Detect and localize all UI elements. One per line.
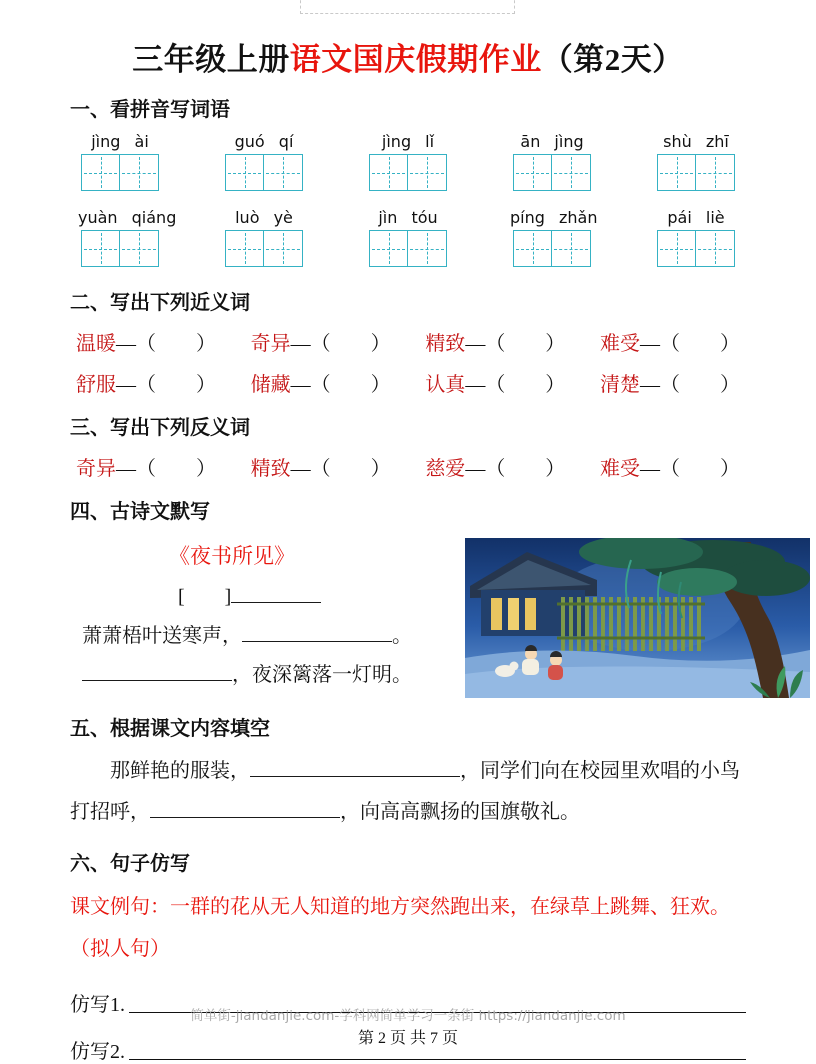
section6-heading: 六、句子仿写	[70, 853, 190, 875]
writing-grid	[657, 154, 735, 191]
pinyin-word-block	[222, 132, 306, 196]
footer-page-number: 第 2 页 共 7 页	[357, 1030, 458, 1047]
writing-cell	[408, 230, 447, 267]
writing-cell	[120, 154, 159, 191]
writing-cell	[552, 154, 591, 191]
pinyin-word-block	[654, 132, 738, 196]
writing-cell	[225, 230, 264, 267]
fill-text-2: ，同学们向在校园里欢唱的小鸟打招呼，	[70, 760, 740, 823]
synonym-item	[251, 368, 391, 397]
title-prefix: 三年级上册	[132, 42, 290, 77]
writing-grid	[369, 230, 447, 267]
synonym-item	[600, 327, 740, 356]
antonym-word: 难受	[599, 458, 640, 480]
synonym-row-1	[70, 327, 746, 356]
synonym-word: 认真	[425, 374, 466, 396]
pinyin-label: guó qí	[234, 132, 294, 151]
synonym-word: 温暖	[76, 333, 116, 355]
synonym-item	[600, 368, 740, 397]
fill-text-1: 那鲜艳的服装，	[110, 760, 250, 782]
pinyin-word-block	[222, 208, 306, 272]
writing-cell	[264, 154, 303, 191]
fill-text-3: ，向高高飘扬的国旗敬礼。	[340, 801, 580, 823]
synonym-row-2	[70, 368, 746, 397]
example-sentence: 课文例句：一群的花从无人知道的地方突然跑出来，在绿草上跳舞、狂欢。（拟人句）	[70, 896, 730, 960]
poem-section	[70, 534, 810, 698]
antonym-item	[425, 452, 565, 481]
synonym-item	[76, 327, 216, 356]
pinyin-word-block	[78, 132, 162, 196]
antonym-word: 慈爱	[425, 458, 466, 480]
poem-line-1-period: 。	[392, 625, 412, 647]
pinyin-label: jìng ài	[91, 132, 149, 151]
section1-heading: 一、看拼音写词语	[70, 99, 230, 121]
answer-blank: —（ ）	[465, 458, 566, 480]
fill-in-paragraph	[70, 751, 746, 833]
title-suffix: （第2天）	[541, 42, 684, 77]
pinyin-label: shù zhī	[663, 132, 729, 151]
footer-site-text: 简单街-jiandanjie.com-学科网简单学习一条街 https://jiandanjie.com	[190, 1008, 626, 1024]
pinyin-row-2	[70, 208, 746, 272]
antonym-item	[251, 452, 391, 481]
answer-blank: —（ ）	[116, 333, 216, 355]
author-bracket: [ ]	[178, 586, 232, 608]
writing-grid	[225, 230, 303, 267]
synonym-item	[425, 327, 565, 356]
writing-cell	[264, 230, 303, 267]
imitation-label-1: 仿写1.	[70, 994, 125, 1016]
fill-blank-2	[150, 815, 340, 818]
answer-blank: —（ ）	[290, 374, 391, 396]
section5-heading: 五、根据课文内容填空	[70, 718, 270, 740]
page-title	[70, 34, 746, 79]
pinyin-label: jìn tóu	[378, 208, 438, 227]
answer-blank: —（ ）	[465, 374, 566, 396]
synonym-item	[76, 368, 216, 397]
pinyin-word-block	[510, 132, 594, 196]
writing-grid	[369, 154, 447, 191]
synonym-word: 储藏	[250, 374, 291, 396]
pinyin-label: yuàn qiáng	[78, 208, 177, 227]
poem-line-2-blank	[82, 678, 232, 681]
synonym-item	[251, 327, 391, 356]
pinyin-label: píng zhǎn	[510, 208, 598, 227]
writing-grid	[513, 154, 591, 191]
pinyin-label: jìng lǐ	[381, 132, 435, 151]
pinyin-label: pái liè	[667, 208, 725, 227]
writing-cell	[657, 230, 696, 267]
writing-grid	[657, 230, 735, 267]
imitation-blank-2	[129, 1059, 746, 1060]
writing-cell	[120, 230, 159, 267]
writing-grid	[225, 154, 303, 191]
synonym-word: 难受	[599, 333, 640, 355]
synonym-word: 清楚	[599, 374, 640, 396]
poem-line-1-text: 萧萧梧叶送寒声，	[82, 625, 242, 647]
pinyin-word-block	[78, 208, 177, 272]
poem-line-2-text: ，夜深篱落一灯明。	[232, 664, 412, 686]
title-highlight: 语文国庆假期作业	[289, 42, 542, 77]
pinyin-word-block	[366, 208, 450, 272]
answer-blank: —（ ）	[116, 458, 216, 480]
answer-blank: —（ ）	[116, 374, 216, 396]
top-dashed-box	[300, 0, 515, 14]
writing-cell	[513, 230, 552, 267]
poem-text-column	[70, 534, 465, 697]
writing-cell	[513, 154, 552, 191]
poem-line-1-blank	[242, 639, 392, 642]
writing-cell	[81, 230, 120, 267]
writing-cell	[225, 154, 264, 191]
poem-author-line	[178, 580, 465, 609]
writing-grid	[513, 230, 591, 267]
fill-blank-1	[250, 774, 460, 777]
synonym-word: 奇异	[250, 333, 291, 355]
synonym-word: 精致	[425, 333, 466, 355]
writing-cell	[408, 154, 447, 191]
poem-illustration	[465, 538, 810, 698]
antonym-item	[76, 452, 216, 481]
poem-line-1	[82, 619, 465, 648]
writing-cell	[369, 154, 408, 191]
antonym-row	[70, 452, 746, 481]
synonym-item	[425, 368, 565, 397]
pinyin-word-block	[510, 208, 598, 272]
answer-blank: —（ ）	[290, 333, 391, 355]
answer-blank: —（ ）	[639, 458, 740, 480]
pinyin-label: ān jìng	[520, 132, 584, 151]
writing-grid	[81, 154, 159, 191]
antonym-word: 奇异	[76, 458, 116, 480]
pinyin-word-block	[654, 208, 738, 272]
answer-blank: —（ ）	[639, 374, 740, 396]
writing-cell	[696, 154, 735, 191]
section4-heading: 四、古诗文默写	[70, 501, 210, 523]
writing-cell	[552, 230, 591, 267]
author-blank	[231, 600, 321, 603]
antonym-item	[600, 452, 740, 481]
poem-title: 《夜书所见》	[169, 544, 295, 568]
writing-cell	[369, 230, 408, 267]
writing-grid	[81, 230, 159, 267]
section3-heading: 三、写出下列反义词	[70, 417, 250, 439]
answer-blank: —（ ）	[639, 333, 740, 355]
pinyin-word-block	[366, 132, 450, 196]
answer-blank: —（ ）	[290, 458, 391, 480]
pinyin-row-1	[70, 132, 746, 196]
synonym-word: 舒服	[76, 374, 116, 396]
answer-blank: —（ ）	[465, 333, 566, 355]
section2-heading: 二、写出下列近义词	[70, 292, 250, 314]
pinyin-label: luò yè	[235, 208, 293, 227]
poem-line-2	[82, 658, 465, 687]
writing-cell	[81, 154, 120, 191]
antonym-word: 精致	[250, 458, 291, 480]
imitation-label-2: 仿写2.	[70, 1041, 125, 1063]
writing-cell	[696, 230, 735, 267]
writing-cell	[657, 154, 696, 191]
